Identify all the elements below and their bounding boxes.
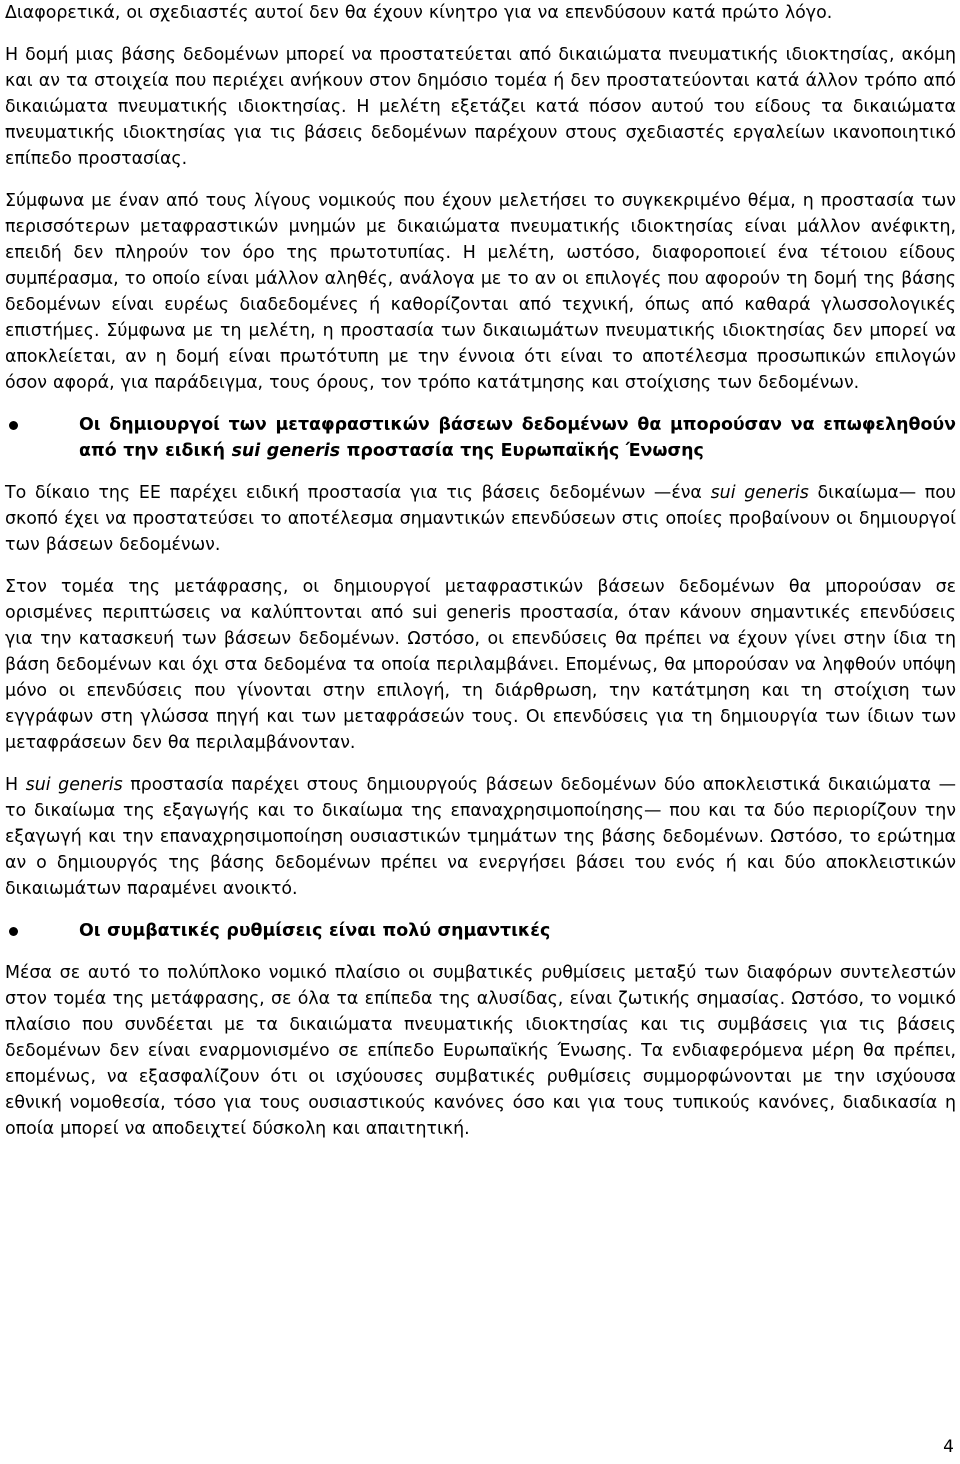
heading-text: προστασία της Ευρωπαϊκής Ένωσης [340,441,704,461]
paragraph-contractual-arrangements: Μέσα σε αυτό το πολύπλοκο νομικό πλαίσιο οι συμβατικές ρυθμίσεις μεταξύ των διαφόρων συντελεστών στον τομέα της μετάφρασης, σε όλα τα επίπεδα της αλυσίδας, είναι ζωτικής σημασίας. Ωστόσο, το νομικό πλαίσιο που συνδέεται με τα δικαιώματα πνευματικής ιδιοκτησίας και τις συμβάσεις για τις βάσεις δεδομένων δεν είναι εναρμονισμένο σε επίπεδο Ευρωπαϊκής Ένωσης. Τα ενδιαφερόμενα μέρη θα πρέπει, επομένως, να εξασφαλίζουν ότι οι ισχύουσες συμβατικές ρυθμίσεις συμμορφώνονται με την ισχύουσα εθνική νομοθεσία, τόσο για τους ουσιαστικούς κανόνες όσο και για τους τυπικούς κανόνες, διαδικασία η οποία μπορεί να αποδειχτεί δύσκολη και απαιτητική. [5,963,956,1139]
section-heading-contracts: Οι συμβατικές ρυθμίσεις είναι πολύ σημαντικές [79,921,551,941]
spacer [5,944,956,960]
paragraph-eu-law [5,480,956,558]
heading-italic-term: sui generis [231,441,341,461]
bullet-dot-icon [9,421,18,430]
heading-text: Οι δημιουργοί των μεταφραστικών βάσεων δεδομένων θα μπορούσαν να επωφεληθούν από την ειδική [79,415,956,461]
spacer [5,26,956,42]
spacer [5,756,956,772]
paragraph-exclusive-rights [5,772,956,902]
spacer [5,396,956,412]
page-number: 4 [943,1437,954,1457]
paragraph-translation-sector: Στον τομέα της μετάφρασης, οι δημιουργοί μεταφραστικών βάσεων δεδομένων θα μπορούσαν σε ορισμένες περιπτώσεις να καλύπτονται από sui generis προστασία, όταν κάνουν σημαντικές επενδύσεις για την κατασκευή των βάσεων δεδομένων. Ωστόσο, οι επενδύσεις θα πρέπει να έχουν γίνει στην ίδια τη βάση δεδομένων και όχι στα δεδομένα τα οποία περιλαμβάνει. Επομένως, θα μπορούσαν να ληφθούν υπόψη μόνο οι επενδύσεις που γίνονται στην επιλογή, τη διάρθρωση, την κατάτμηση και τη στοίχιση των εγγράφων στη γλώσσα πηγή και των μεταφράσεών τους. Οι επενδύσεις για τη δημιουργία των ίδιων των μεταφράσεων δεν θα περιλαμβάνονταν. [5,577,956,753]
spacer [5,464,956,480]
paragraph-database-structure: Η δομή μιας βάσης δεδομένων μπορεί να προστατεύεται από δικαιώματα πνευματικής ιδιοκτησίας, ακόμη και αν τα στοιχεία που περιέχει ανήκουν στον δημόσιο τομέα ή δεν προστατεύονται κατά άλλον τρόπο από δικαιώματα πνευματικής ιδιοκτησίας. Η μελέτη εξετάζει κατά πόσον αυτού του είδους τα δικαιώματα πνευματικής ιδιοκτησίας για τις βάσεις δεδομένων παρέχουν στους σχεδιαστές εργαλείων ικανοποιητικό επίπεδο προστασίας. [5,45,956,169]
bullet-dot-icon [9,927,18,936]
paragraph-text: Η [5,775,26,795]
section-heading-sui-generis [79,412,956,464]
spacer [5,558,956,574]
bullet-heading-contracts [5,918,956,944]
paragraph-intro-continuation: Διαφορετικά, οι σχεδιαστές αυτοί δεν θα έχουν κίνητρο για να επενδύσουν κατά πρώτο λόγο. [5,3,833,23]
paragraph-text: προστασία παρέχει στους δημιουργούς βάσεων δεδομένων δύο αποκλειστικά δικαιώματα —το δικαίωμα της εξαγωγής και το δικαίωμα της επαναχρησιμοποίησης— που και τα δύο περιορίζουν την εξαγωγή και την επαναχρησιμοποίηση ουσιαστικών τμημάτων της βάσης δεδομένων. Ωστόσο, το ερώτημα αν ο δημιουργός της βάσης δεδομένων πρέπει να ενεργήσει βάσει του ενός ή και δύο αποκλειστικών δικαιωμάτων παραμένει ανοικτό. [5,775,956,899]
paragraph-legal-opinion: Σύμφωνα με έναν από τους λίγους νομικούς που έχουν μελετήσει το συγκεκριμένο θέμα, η προστασία των περισσότερων μεταφραστικών μνημών με δικαιώματα πνευματικής ιδιοκτησίας είναι μάλλον ανέφικτη, επειδή δεν πληρούν τον όρο της πρωτοτυπίας. Η μελέτη, ωστόσο, διαφοροποιεί ένα τέτοιου είδους συμπέρασμα, το οποίο είναι μάλλον αληθές, ανάλογα με το αν οι επιλογές που αφορούν τη δομή της βάσης δεδομένων είναι ευρέως διαδεδομένες ή καθορίζονται από τεχνική, όπως από καθαρά γλωσσολογικές επιστήμες. Σύμφωνα με τη μελέτη, η προστασία των δικαιωμάτων πνευματικής ιδιοκτησίας δεν μπορεί να αποκλείεται, αν η δομή είναι πρωτότυπη με την έννοια ότι είναι το αποτέλεσμα προσωπικών επιλογών όσον αφορά, για παράδειγμα, τους όρους, τον τρόπο κατάτμησης και στοίχισης των δεδομένων. [5,191,956,393]
paragraph-text: δικαίωμα— που σκοπό έχει να προστατεύσει το αποτέλεσμα σημαντικών επενδύσεων στις οποίες προβαίνουν οι δημιουργοί των βάσεων δεδομένων. [5,483,956,555]
italic-term: sui generis [25,775,123,795]
spacer [5,902,956,918]
document-page [5,0,956,1142]
spacer [5,172,956,188]
bullet-heading-sui-generis [5,412,956,464]
italic-term: sui generis [710,483,809,503]
paragraph-text: Το δίκαιο της ΕΕ παρέχει ειδική προστασία για τις βάσεις δεδομένων —ένα [5,483,711,503]
